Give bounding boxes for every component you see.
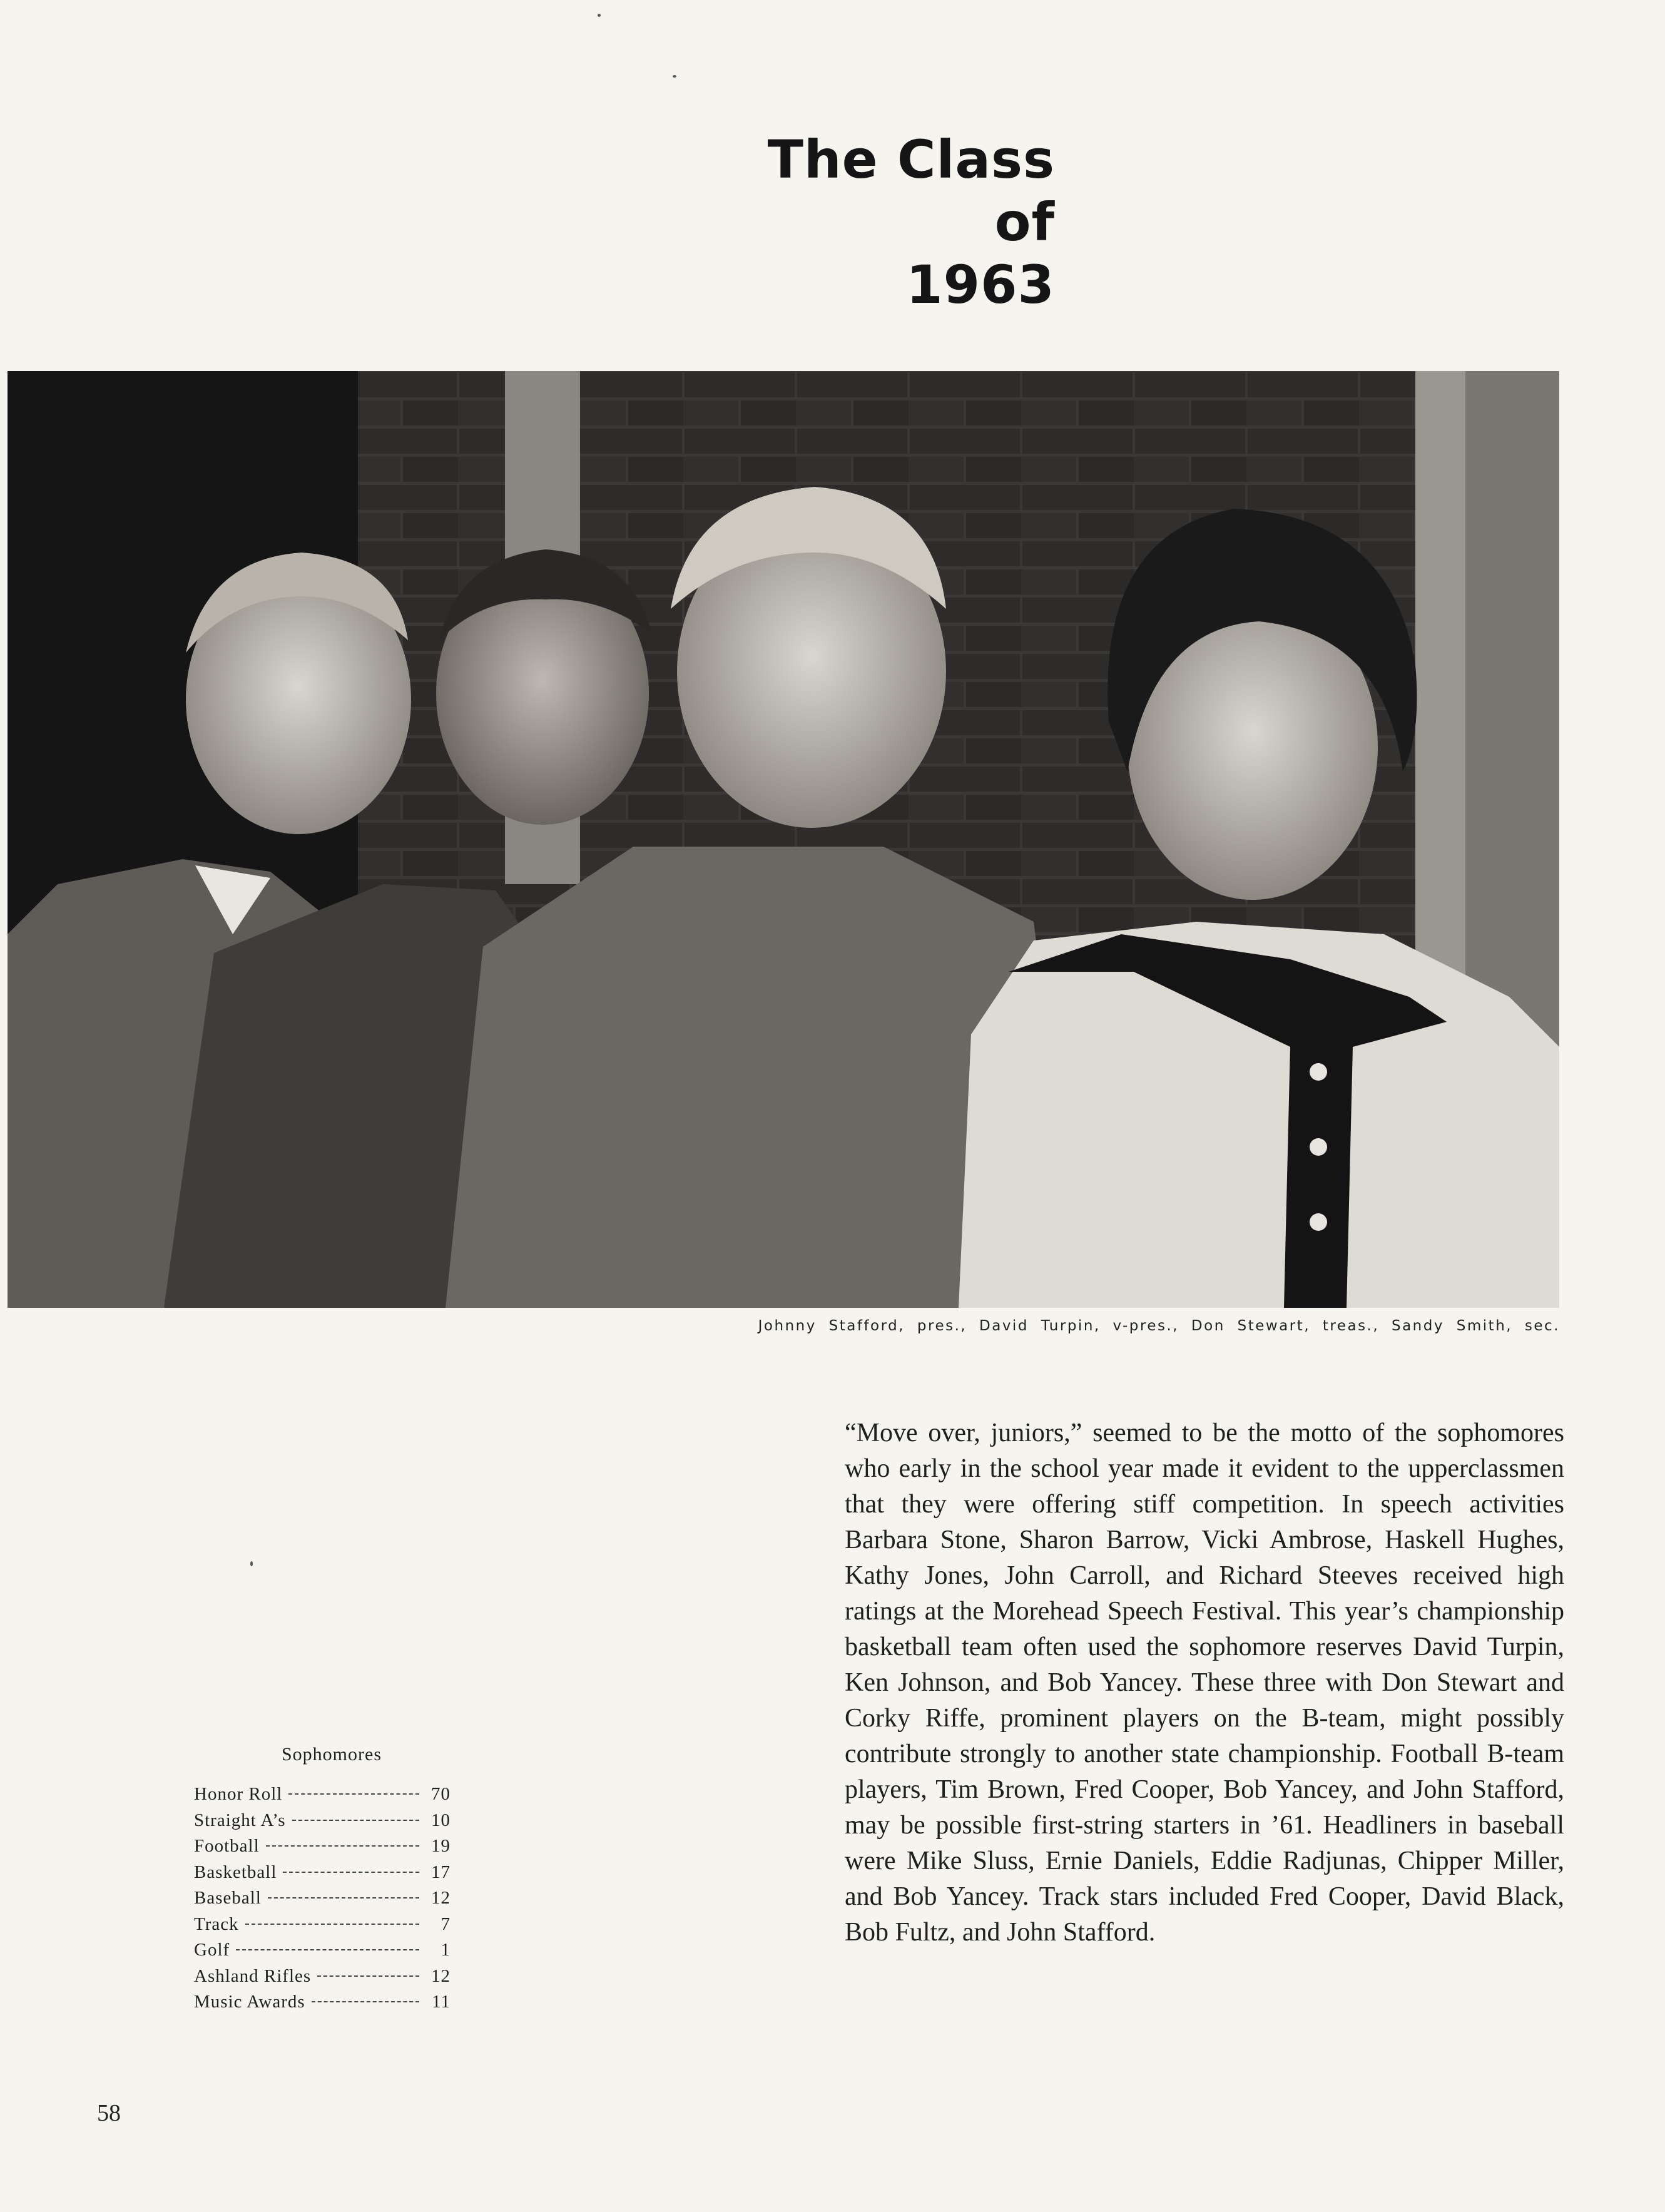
stats-heading: Sophomores	[282, 1744, 382, 1765]
title-line-3: 1963	[906, 254, 1055, 315]
stat-label: Track	[194, 1914, 239, 1934]
stat-label: Golf	[194, 1940, 230, 1960]
leader-dots	[283, 1872, 419, 1873]
page-title	[617, 128, 1055, 316]
leader-dots	[268, 1897, 419, 1899]
paper-speck	[673, 75, 676, 78]
stat-value: 17	[431, 1862, 451, 1882]
stat-value: 12	[431, 1965, 451, 1986]
stat-value: 19	[431, 1836, 451, 1856]
stat-row	[194, 1888, 451, 1914]
stat-row	[194, 1862, 451, 1888]
paper-speck	[250, 1561, 253, 1566]
stat-row	[194, 1992, 451, 2018]
stat-value: 1	[440, 1940, 451, 1960]
stat-row	[194, 1914, 451, 1940]
stat-value: 11	[432, 1992, 451, 2012]
stat-label: Baseball	[194, 1888, 262, 1908]
stat-label: Ashland Rifles	[194, 1965, 312, 1986]
leader-dots	[292, 1820, 419, 1821]
title-line-1: The Class	[767, 129, 1055, 190]
title-line-2: of	[994, 191, 1055, 253]
stat-value: 12	[431, 1888, 451, 1908]
article-paragraph: “Move over, juniors,” seemed to be the motto of the sophomores who early in the school year made it evident to the upperclassmen that they were offering stiff competition. In speech activities Barbara Stone, Sharon Barrow, Vicki Ambrose, Haskell Hughes, Kathy Jones, John Carroll, and Richard Steeves received high ratings at the Morehead Speech Festival. This year’s championship basketball team often used the sophomore reserves David Turpin, Ken Johnson, and Bob Yancey. These three with Don Stewart and Corky Riffe, prominent players on the B-team, might possibly contribute strongly to another state championship. Football B-team players, Tim Brown, Fred Cooper, Bob Yancey, and John Stafford, may be possible first-string starters in ’61. Headliners in baseball were Mike Sluss, Ernie Daniels, Eddie Radjunas, Chipper Miller, and Bob Yancey. Track stars included Fred Cooper, David Black, Bob Fultz, and John Stafford.	[845, 1419, 1564, 1947]
stat-label: Music Awards	[194, 1992, 305, 2012]
stat-label: Straight A’s	[194, 1810, 286, 1830]
stat-value: 10	[431, 1810, 451, 1830]
stat-row	[194, 1966, 451, 1992]
leader-dots	[317, 1975, 419, 1977]
stat-label: Basketball	[194, 1862, 277, 1882]
stat-row	[194, 1836, 451, 1862]
leader-dots	[236, 1949, 419, 1950]
page-number: 58	[97, 2100, 121, 2126]
sophomore-stats-table	[194, 1744, 451, 2018]
group-portrait-photo	[8, 371, 1559, 1308]
photo-caption: Johnny Stafford, pres., David Turpin, v-pres., Don Stewart, treas., Sandy Smith, sec.	[758, 1318, 1560, 1334]
paper-speck	[598, 14, 601, 17]
stat-row	[194, 1940, 451, 1966]
stat-value: 70	[431, 1784, 451, 1804]
leader-dots	[312, 2001, 419, 2002]
leader-dots	[288, 1793, 419, 1795]
stat-row	[194, 1810, 451, 1837]
stat-value: 7	[440, 1914, 451, 1934]
stat-label: Football	[194, 1836, 260, 1856]
stat-row	[194, 1784, 451, 1810]
leader-dots	[266, 1845, 419, 1847]
leader-dots	[245, 1924, 419, 1925]
stat-label: Honor Roll	[194, 1784, 283, 1804]
